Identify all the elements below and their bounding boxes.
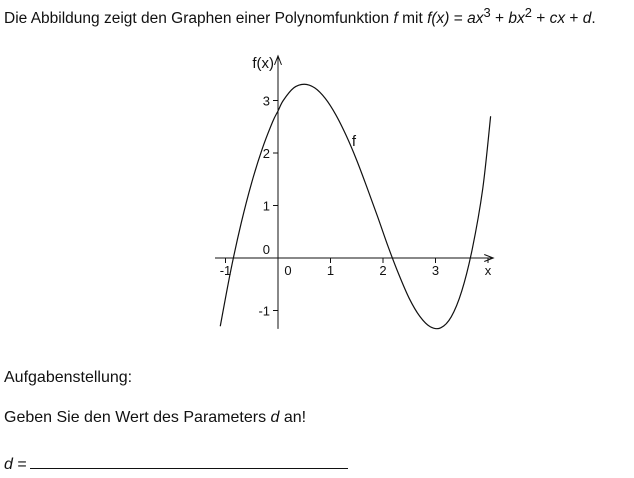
variable-x: x — [517, 10, 525, 28]
plus-sign: + — [490, 10, 509, 28]
exponent-2: 2 — [524, 5, 532, 20]
intro-text-part: mit — [397, 10, 428, 28]
y-axis-label: f(x) — [252, 54, 274, 72]
x-tick-label: 1 — [326, 263, 335, 278]
equals-sign: = — [449, 10, 468, 28]
plus-sign: + — [531, 10, 550, 28]
task-text — [4, 409, 306, 427]
parameter-d: d — [270, 409, 280, 426]
period: . — [591, 10, 596, 28]
curve-label: f — [351, 132, 357, 150]
x-tick-label: 3 — [431, 263, 440, 278]
x-tick-label: -1 — [219, 263, 232, 278]
x-tick-label: 0 — [284, 263, 292, 278]
function-name-f: f — [393, 10, 398, 28]
ticks — [220, 94, 492, 319]
curve — [220, 84, 490, 329]
variable-x: x — [557, 10, 566, 28]
exponent-3: 3 — [483, 5, 491, 20]
axes — [215, 55, 493, 329]
function-notation: f(x) — [427, 10, 450, 28]
answer-blank-line[interactable] — [30, 454, 348, 469]
coefficient-a: a — [467, 10, 476, 28]
answer-equals: = — [12, 456, 27, 473]
task-heading: Aufgabenstellung: — [4, 369, 133, 386]
y-tick-label: 1 — [262, 198, 270, 214]
x-tick-label: x — [484, 263, 492, 278]
task-text-part: an! — [279, 409, 307, 426]
y-tick-label: 3 — [262, 93, 270, 109]
variable-x: x — [475, 10, 484, 28]
coefficient-c: c — [549, 10, 558, 28]
y-tick-label: 0 — [262, 242, 270, 257]
answer-label: d — [4, 456, 13, 473]
function-curve — [220, 84, 490, 329]
y-tick-label: 2 — [262, 146, 270, 161]
intro-text-part: Die Abbildung zeigt den Graphen einer Polynomfunktion — [4, 10, 394, 28]
answer-row — [4, 454, 348, 474]
x-tick-label: 2 — [379, 263, 387, 278]
plus-sign: + — [565, 10, 583, 28]
coefficient-d: d — [582, 10, 592, 28]
coefficient-b: b — [508, 10, 517, 28]
task-text-part: Geben Sie den Wert des Parameters — [4, 409, 271, 426]
y-tick-label: -1 — [258, 303, 270, 319]
